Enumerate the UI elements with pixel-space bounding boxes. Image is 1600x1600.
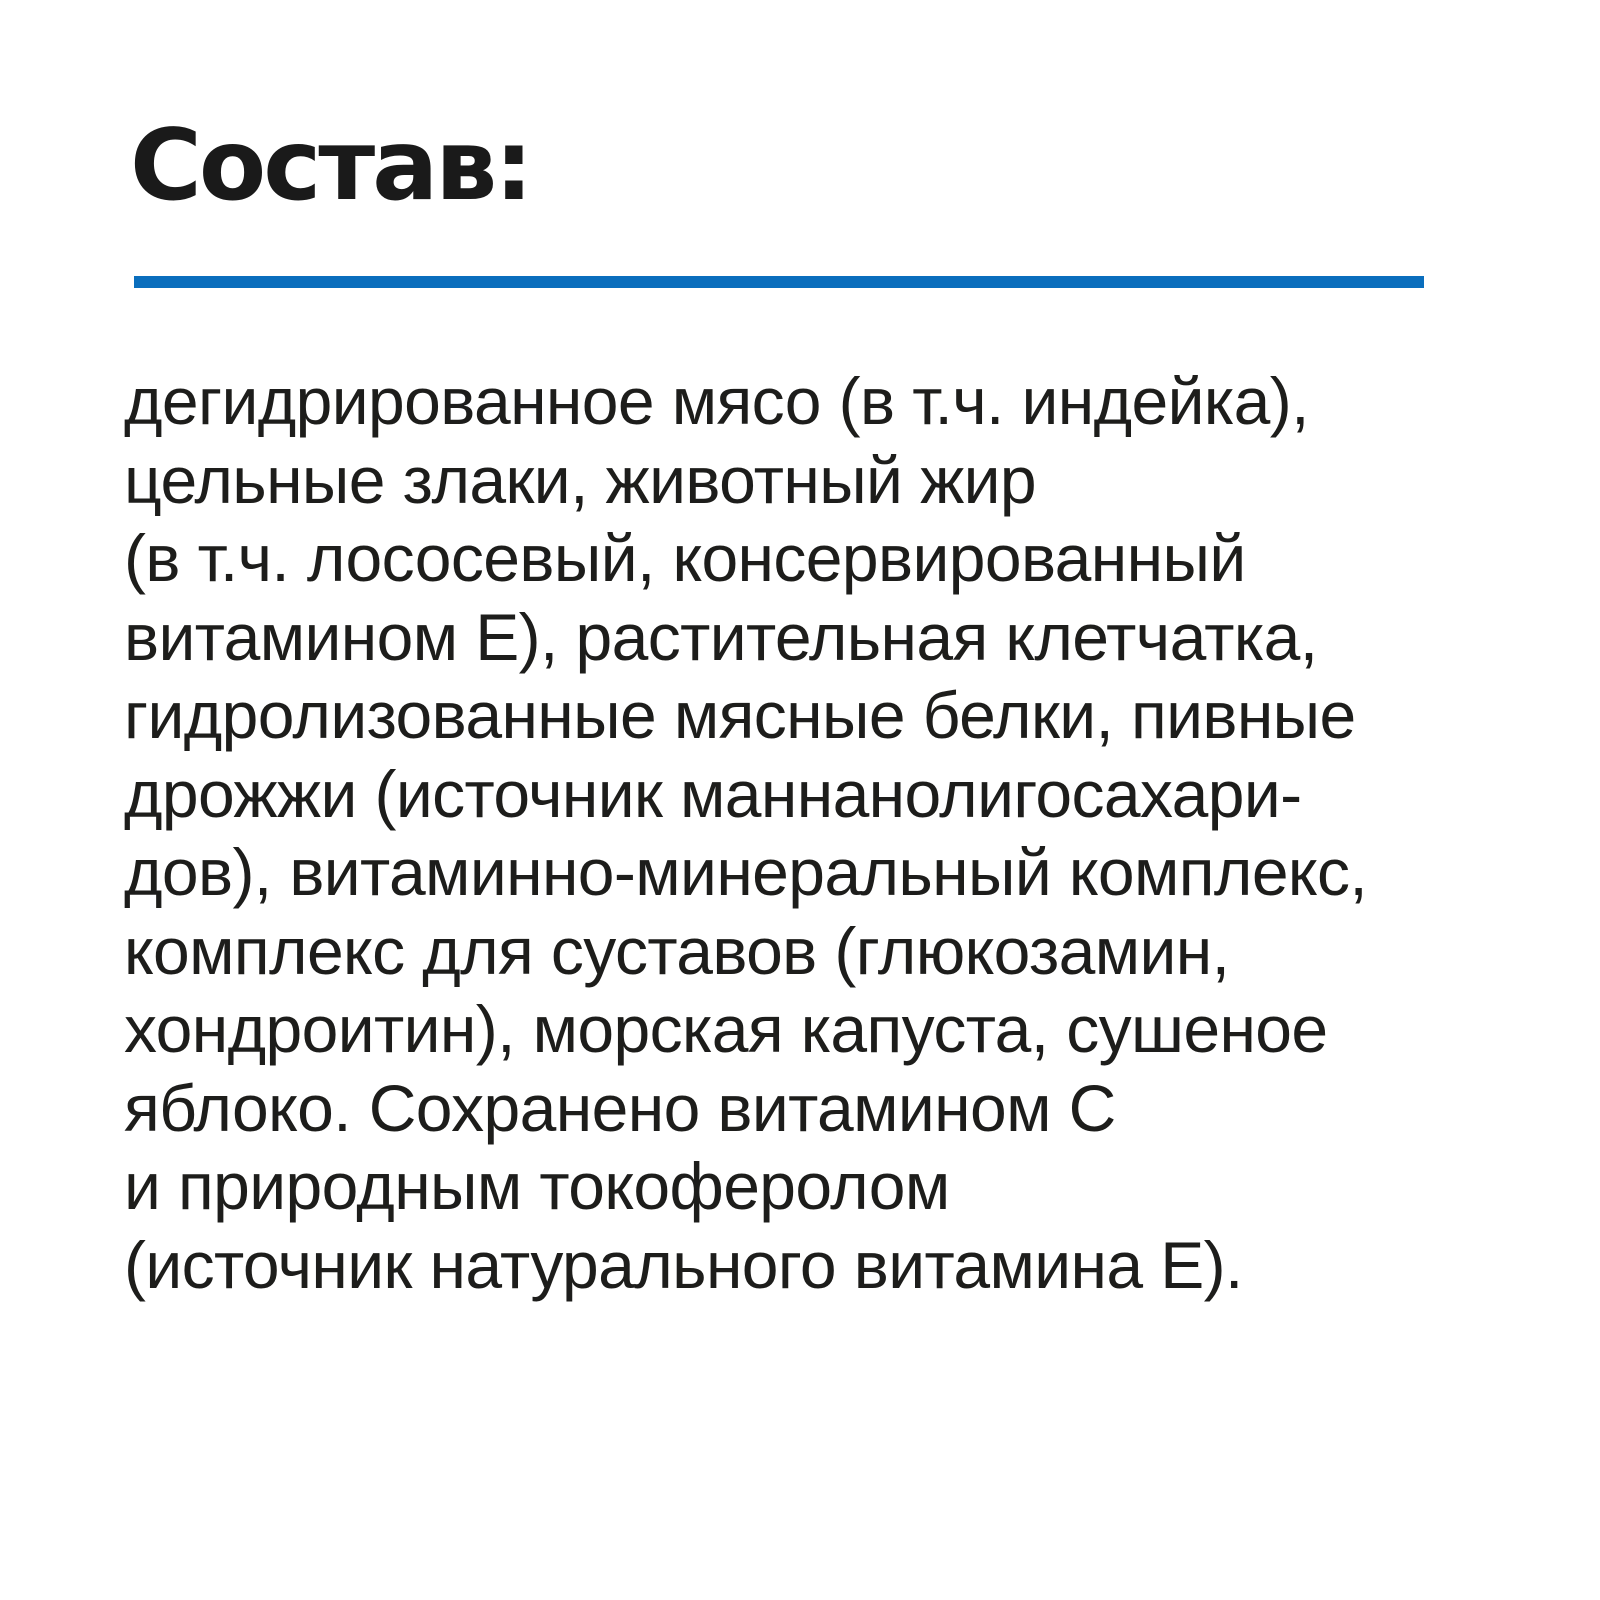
page-title: Состав: <box>130 109 531 223</box>
composition-line: (в т.ч. лососевый, консервированный <box>124 521 1246 595</box>
composition-line: витамином Е), растительная клетчатка, <box>124 599 1318 674</box>
composition-text <box>124 362 1544 1304</box>
title-underline <box>134 276 1424 288</box>
composition-line: комплекс для суставов (глюкозамин, <box>124 913 1230 988</box>
composition-line: хондроитин), морская капуста, сушеное <box>124 992 1328 1066</box>
composition-line: цельные злаки, животный жир <box>124 442 1036 517</box>
composition-line: гидролизованные мясные белки, пивные <box>124 678 1356 752</box>
composition-line: (источник натурального витамина Е). <box>124 1227 1243 1302</box>
composition-line: яблоко. Сохранено витамином С <box>124 1070 1116 1145</box>
composition-line: дов), витаминно-минеральный комплекс, <box>124 835 1368 909</box>
composition-line: и природным токоферолом <box>124 1149 950 1223</box>
composition-line: дегидрированное мясо (в т.ч. индейка), <box>124 364 1309 438</box>
composition-line: дрожжи (источник маннанолигосахари- <box>124 756 1302 831</box>
